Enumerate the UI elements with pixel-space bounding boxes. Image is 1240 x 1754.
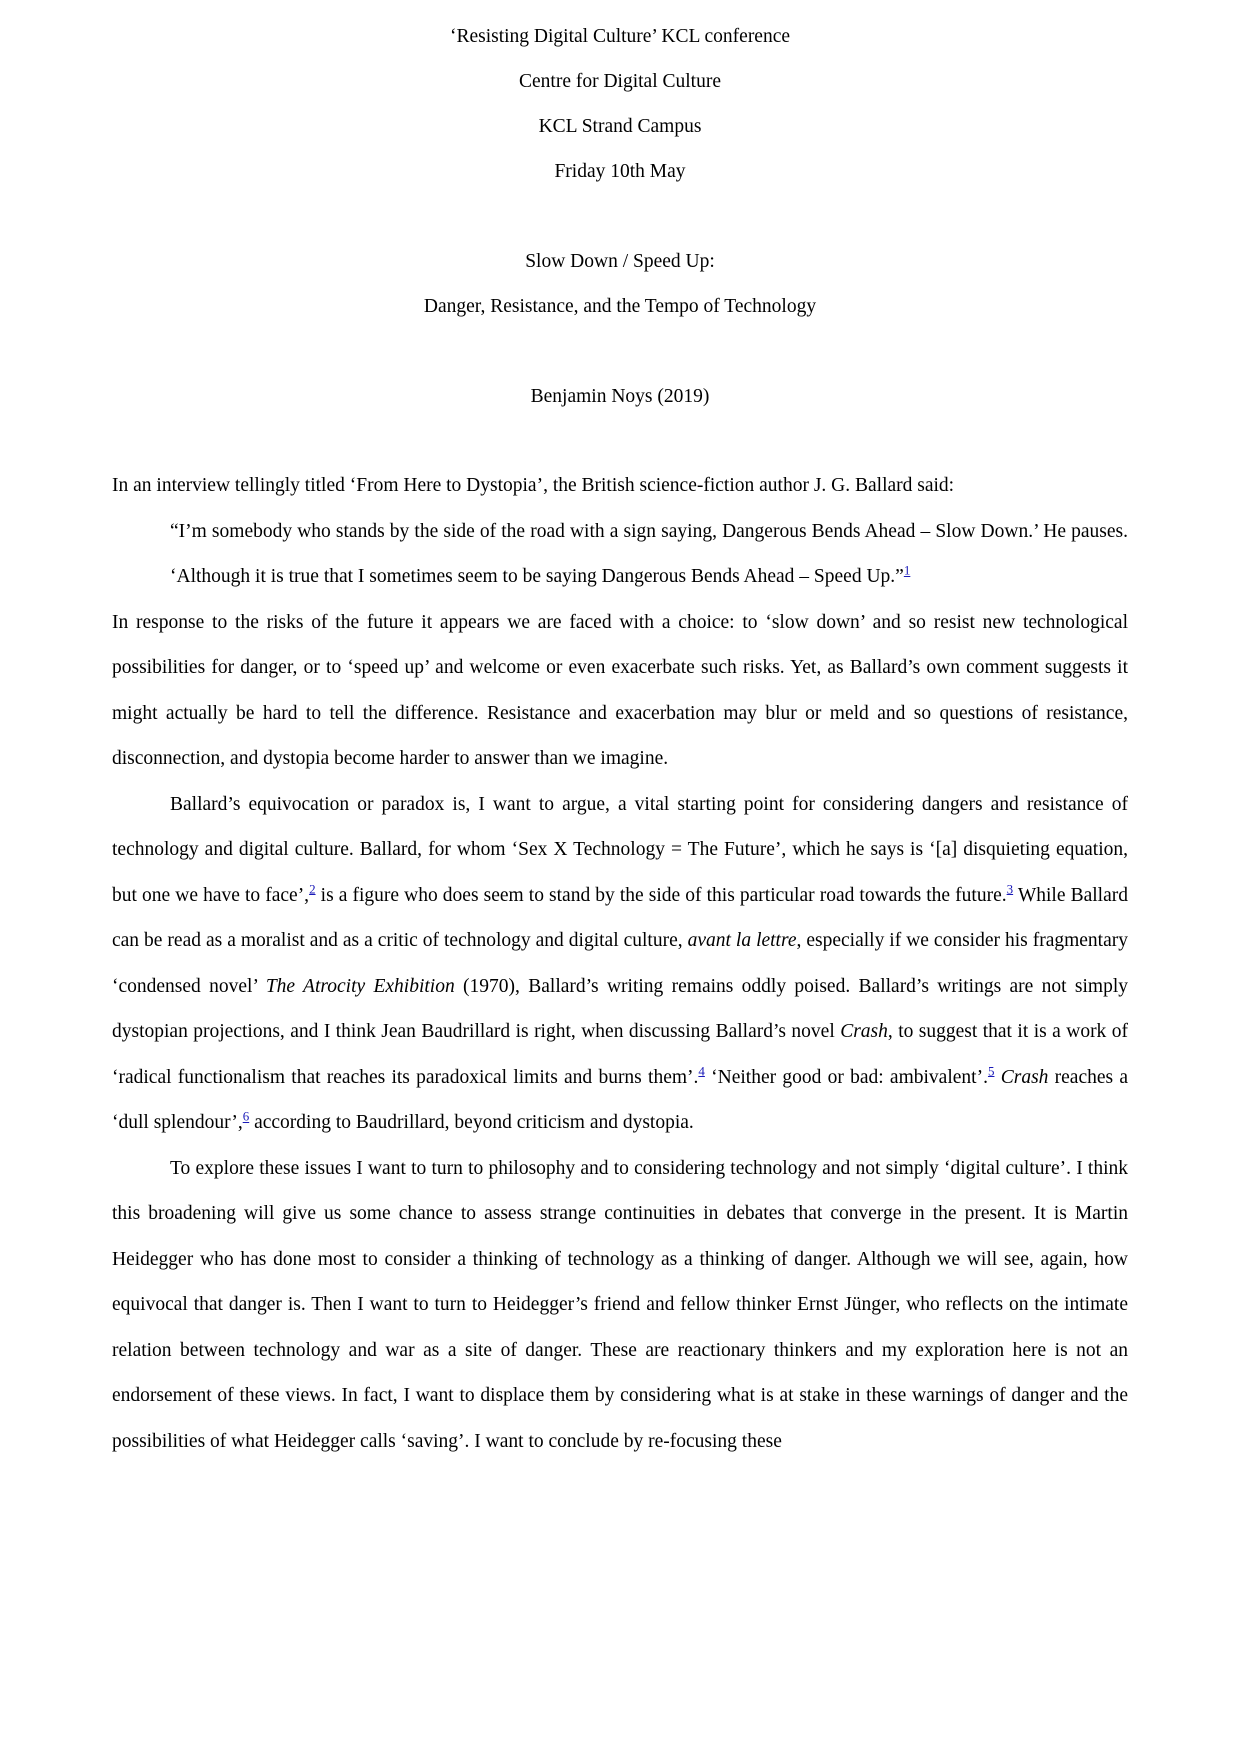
para3-segment-5: (1970), Ballard’s writing remains oddly poised. Ballard’s writings are not simply dystopian projections, and I think Jean Baudrillard is right, when discussing Ballard’s novel [112, 975, 1128, 1042]
author-body-spacer [112, 419, 1128, 463]
italic-crash-second: Crash [1000, 1066, 1049, 1088]
header-line-centre: Centre for Digital Culture [519, 71, 721, 92]
header-line-date: Friday 10th May [554, 161, 686, 182]
footnote-link-1[interactable]: 1 [903, 562, 911, 578]
header-line-campus: KCL Strand Campus [538, 116, 702, 137]
page-title-line-2: Danger, Resistance, and the Tempo of Technology [423, 296, 817, 317]
italic-crash-first: Crash [840, 1021, 888, 1042]
author-byline: Benjamin Noys (2019) [530, 386, 710, 407]
para3-segment-9: reaches a ‘dull splendour’, [112, 1066, 1129, 1133]
intro-paragraph: In an interview tellingly titled ‘From Here to Dystopia’, the British science-fiction author J. G. Ballard said: [112, 475, 955, 496]
footnote-link-6[interactable]: 6 [242, 1108, 250, 1124]
para3-segment-4: , especially if we consider his fragmentary ‘condensed novel’ [112, 930, 1128, 997]
paper-title [112, 239, 1128, 329]
footnote-link-2[interactable]: 2 [309, 881, 316, 896]
para3-segment-10: according to Baudrillard, beyond criticism and dystopia. [249, 1112, 694, 1133]
conference-header [112, 14, 1128, 194]
italic-avant-la-lettre: avant la lettre [687, 930, 797, 951]
page-title-line-1: Slow Down / Speed Up: [525, 251, 715, 272]
ballard-blockquote [112, 509, 1128, 600]
header-line-conference: ‘Resisting Digital Culture’ KCL conference [449, 26, 791, 47]
footnote-link-3[interactable]: 3 [1006, 881, 1014, 896]
paragraph-response: In response to the risks of the future it appears we are faced with a choice: to ‘slow down’ and so resist new technological possibilities for danger, or to ‘speed up’ and welcome or even exacerbate such risks. Yet, as Ballard’s own comment suggests it might actually be hard to tell the difference. Resistance and exacerbation may blur or meld and so questions of resistance, disconnection, and dystopia become harder to answer than we imagine. [112, 611, 1128, 769]
para3-segment-3: While Ballard can be read as a moralist and as a critic of technology and digital culture, [112, 884, 1128, 951]
header-title-spacer [112, 194, 1128, 239]
title-author-spacer [112, 329, 1128, 374]
para3-segment-6: , to suggest that it is a work of ‘radical functionalism that reaches its paradoxical limits and burns them’. [112, 1021, 1128, 1088]
italic-atrocity-exhibition: The Atrocity Exhibition [265, 975, 455, 997]
para3-segment-1: Ballard’s equivocation or paradox is, I want to argue, a vital starting point for considering dangers and resistance of technology and digital culture. Ballard, for whom ‘Sex X Technology = The Future’, which he says is ‘[a] disquieting equation, but one we have to face’, [112, 793, 1128, 906]
footnote-link-4[interactable]: 4 [698, 1063, 705, 1078]
blockquote-text: “I’m somebody who stands by the side of the road with a sign saying, Dangerous Bends Ahead – Slow Down.’ He pauses. ‘Although it is true that I sometimes seem to be saying Dangerous Bends Ahead – Speed Up.” [170, 520, 1128, 587]
paragraph-explore-issues: To explore these issues I want to turn to philosophy and to considering technology and not simply ‘digital culture’. I think this broadening will give us some chance to assess strange continuities in debates that converge in the present. It is Martin Heidegger who has done most to consider a thinking of technology as a thinking of danger. Although we will see, again, how equivocal that danger is. Then I want to turn to Heidegger’s friend and fellow thinker Ernst Jünger, who reflects on the intimate relation between technology and war as a site of danger. These are reactionary thinkers and my exploration here is not an endorsement of these views. In fact, I want to displace them by considering what is at stake in these warnings of danger and the possibilities of what Heidegger calls ‘saving’. I want to conclude by re-focusing these [112, 1157, 1128, 1452]
para3-segment-7: ‘Neither good or bad: ambivalent’. [704, 1066, 988, 1088]
para3-segment-2: is a figure who does seem to stand by the side of this particular road towards the future. [315, 884, 1007, 906]
paragraph-ballard-equivocation [112, 782, 1128, 1146]
footnote-link-5[interactable]: 5 [987, 1063, 995, 1078]
